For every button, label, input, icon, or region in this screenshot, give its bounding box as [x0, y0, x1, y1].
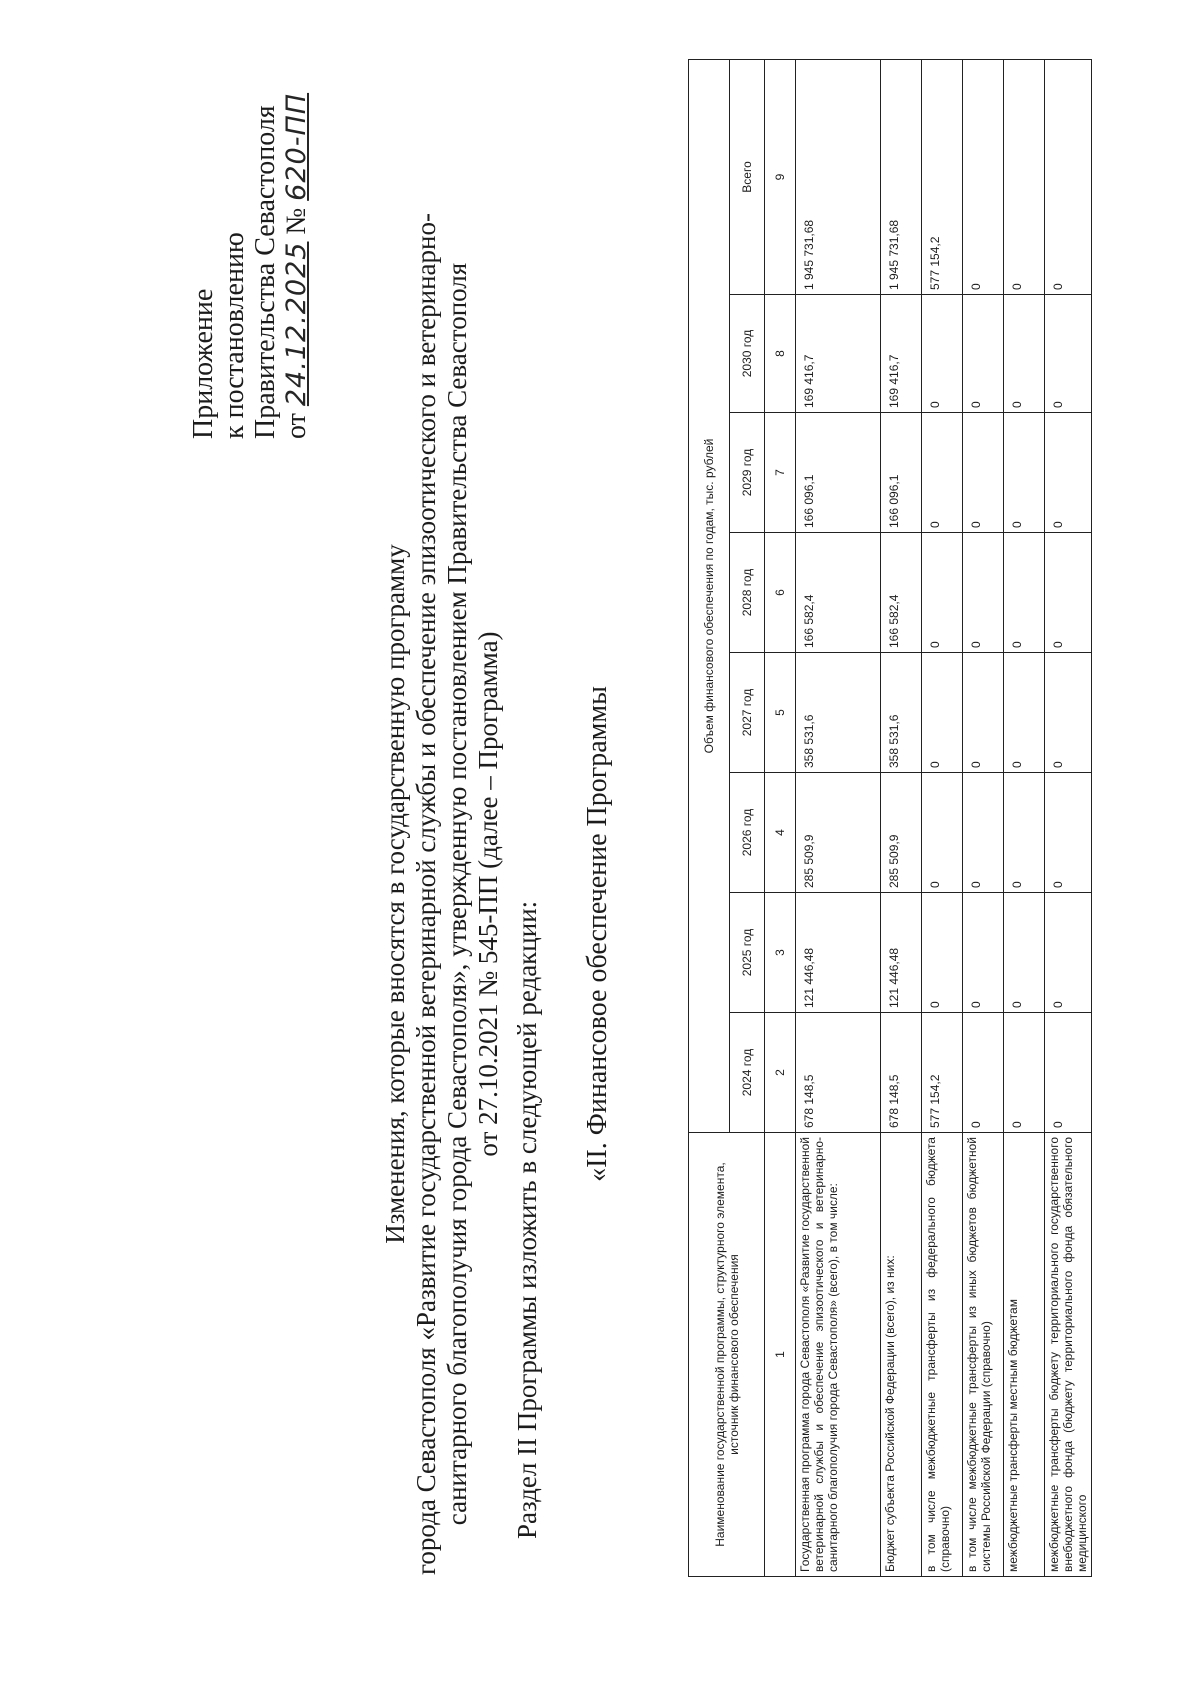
table-row	[963, 59, 1004, 1576]
column-number-cell: 9	[765, 59, 796, 294]
row-value-cell: 0	[1004, 1013, 1045, 1133]
header-volume-cell: Объем финансового обеспечения по годам, тыс. рублей	[689, 59, 730, 1132]
row-value-cell: 0	[1045, 653, 1092, 773]
appendix-line-2: к постановлению	[219, 232, 250, 439]
row-total-cell: 0	[963, 59, 1004, 294]
row-value-cell: 166 582,4	[796, 533, 881, 653]
year-cell: 2025 год	[730, 893, 765, 1013]
row-value-cell: 0	[1004, 653, 1045, 773]
handwritten-date: 24.12.2025	[281, 241, 312, 407]
title-line-2: города Севастополя «Развитие государственной ветеринарной службы и обеспечение эпизоотического и ветеринарно-	[411, 213, 441, 1575]
row-name-cell: Бюджет субъекта Российской Федерации (всего), из них:	[881, 1133, 922, 1577]
row-value-cell: 0	[1045, 533, 1092, 653]
row-value-cell: 166 096,1	[796, 413, 881, 533]
appendix-date-line	[281, 93, 312, 439]
header-name-cell: Наименование государственной программы, структурного элемента, источник финансового обеспечения	[689, 1133, 765, 1577]
row-name-cell: межбюджетные трансферты бюджету территориального государственного внебюджетного фонда (бюджету территориального фонда обязательного медицинского	[1045, 1133, 1092, 1577]
row-value-cell: 0	[922, 295, 963, 413]
row-value-cell: 0	[922, 773, 963, 893]
row-value-cell: 285 509,9	[881, 773, 922, 893]
handwritten-number: 620-ПП	[281, 92, 312, 201]
row-value-cell: 121 446,48	[796, 893, 881, 1013]
row-value-cell: 0	[922, 413, 963, 533]
year-cell: 2030 год	[730, 295, 765, 413]
row-value-cell: 121 446,48	[881, 893, 922, 1013]
year-cell: 2027 год	[730, 653, 765, 773]
year-cell: 2029 год	[730, 413, 765, 533]
column-number-row	[765, 59, 796, 1576]
appendix-line-3: Правительства Севастополя	[250, 105, 281, 439]
date-prefix: от	[281, 413, 312, 439]
row-value-cell: 678 148,5	[881, 1013, 922, 1133]
table-row	[1045, 59, 1092, 1576]
row-value-cell: 678 148,5	[796, 1013, 881, 1133]
row-value-cell: 577 154,2	[922, 1013, 963, 1133]
title-line-4: от 27.10.2021 № 545-ПП (далее – Программа)	[473, 631, 503, 1157]
column-number-cell: 1	[765, 1133, 796, 1577]
row-total-cell: 0	[1045, 59, 1092, 294]
row-value-cell: 0	[963, 1013, 1004, 1133]
table-row	[881, 59, 922, 1576]
row-value-cell: 0	[922, 653, 963, 773]
document-title	[380, 164, 504, 1624]
row-value-cell: 0	[963, 413, 1004, 533]
appendix-line-1: Приложение	[188, 288, 219, 439]
column-number-cell: 5	[765, 653, 796, 773]
row-value-cell: 0	[1004, 295, 1045, 413]
section-heading: «II. Финансовое обеспечение Программы	[582, 686, 613, 1182]
row-value-cell: 0	[1045, 1013, 1092, 1133]
row-name-cell: Государственная программа города Севастополя «Развитие государственной ветеринарной службы и обеспечение эпизоотического и ветеринарно-санитарного благополучия города Севастополя» (всего), в том числе:	[796, 1133, 881, 1577]
year-cell: 2024 год	[730, 1013, 765, 1133]
row-value-cell: 0	[963, 773, 1004, 893]
row-value-cell: 166 096,1	[881, 413, 922, 533]
row-total-cell: 577 154,2	[922, 59, 963, 294]
column-number-cell: 3	[765, 893, 796, 1013]
year-cell: 2026 год	[730, 773, 765, 893]
row-value-cell: 0	[922, 533, 963, 653]
row-value-cell: 0	[963, 653, 1004, 773]
row-value-cell: 166 582,4	[881, 533, 922, 653]
row-value-cell: 0	[963, 893, 1004, 1013]
section-note: Раздел II Программы изложить в следующей редакции:	[512, 900, 542, 1539]
column-number-cell: 2	[765, 1013, 796, 1133]
row-value-cell: 0	[963, 533, 1004, 653]
header-row	[689, 59, 730, 1576]
row-name-cell: в том числе межбюджетные трансферты из федерального бюджета (справочно)	[922, 1133, 963, 1577]
row-value-cell: 0	[1045, 773, 1092, 893]
title-line-3: санитарного благополучия города Севастополя», утвержденную постановлением Правительства Севастополя	[442, 262, 472, 1526]
total-header-cell: Всего	[730, 59, 765, 294]
row-value-cell: 0	[1004, 413, 1045, 533]
row-value-cell: 285 509,9	[796, 773, 881, 893]
column-number-cell: 4	[765, 773, 796, 893]
row-total-cell: 1 945 731,68	[796, 59, 881, 294]
table-row	[796, 59, 881, 1576]
row-value-cell: 169 416,7	[881, 295, 922, 413]
row-value-cell: 0	[1045, 413, 1092, 533]
row-name-cell: в том числе межбюджетные трансферты из иных бюджетов бюджетной системы Российской Федерации (справочно)	[963, 1133, 1004, 1577]
number-sign: №	[281, 207, 312, 235]
column-number-cell: 6	[765, 533, 796, 653]
row-value-cell: 0	[963, 295, 1004, 413]
row-value-cell: 0	[1004, 533, 1045, 653]
row-value-cell: 358 531,6	[796, 653, 881, 773]
table-row	[922, 59, 963, 1576]
appendix-block	[188, 93, 312, 439]
row-value-cell: 0	[1004, 773, 1045, 893]
title-line-1: Изменения, которые вносятся в государственную программу	[380, 544, 410, 1244]
row-total-cell: 1 945 731,68	[881, 59, 922, 294]
financing-table	[688, 59, 1092, 1577]
table-row	[1004, 59, 1045, 1576]
row-value-cell: 0	[922, 893, 963, 1013]
row-value-cell: 0	[1045, 893, 1092, 1013]
column-number-cell: 7	[765, 413, 796, 533]
row-value-cell: 0	[1004, 893, 1045, 1013]
year-cell: 2028 год	[730, 533, 765, 653]
row-name-cell: межбюджетные трансферты местным бюджетам	[1004, 1133, 1045, 1577]
row-value-cell: 358 531,6	[881, 653, 922, 773]
row-value-cell: 169 416,7	[796, 295, 881, 413]
row-value-cell: 0	[1045, 295, 1092, 413]
column-number-cell: 8	[765, 295, 796, 413]
row-total-cell: 0	[1004, 59, 1045, 294]
